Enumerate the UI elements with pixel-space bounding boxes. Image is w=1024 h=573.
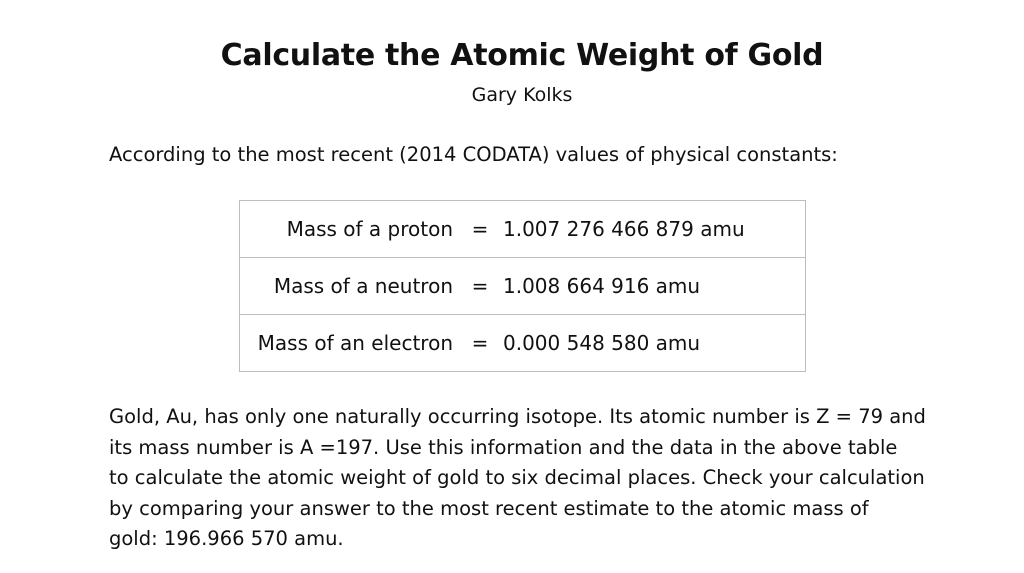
document-author: Gary Kolks [471,84,573,106]
problem-line: to calculate the atomic weight of gold to six decimal places. Check your calculation [109,466,925,489]
document-title: Calculate the Atomic Weight of Gold [220,38,824,73]
constant-value: 1.007 276 466 879 amu [501,201,806,258]
equals-sign: = [459,201,501,258]
problem-line: Gold, Au, has only one naturally occurring isotope. Its atomic number is Z = 79 and [109,405,926,428]
intro-paragraph: According to the most recent (2014 CODATA) values of physical constants: [109,143,838,166]
constant-value: 0.000 548 580 amu [501,315,806,372]
problem-line: gold: 196.966 570 amu. [109,527,344,550]
table-row [240,201,806,258]
equals-sign: = [459,315,501,372]
constant-value: 1.008 664 916 amu [501,258,806,315]
table-row [240,258,806,315]
problem-line: by comparing your answer to the most recent estimate to the atomic mass of [109,496,869,520]
constants-table [239,200,806,372]
constant-label: Mass of a neutron [240,258,460,315]
constant-label: Mass of an electron [240,315,460,372]
table-row [240,315,806,372]
problem-paragraph [109,402,969,555]
equals-sign: = [459,258,501,315]
problem-line: its mass number is A =197. Use this information and the data in the above table [109,435,898,459]
constant-label: Mass of a proton [240,201,460,258]
